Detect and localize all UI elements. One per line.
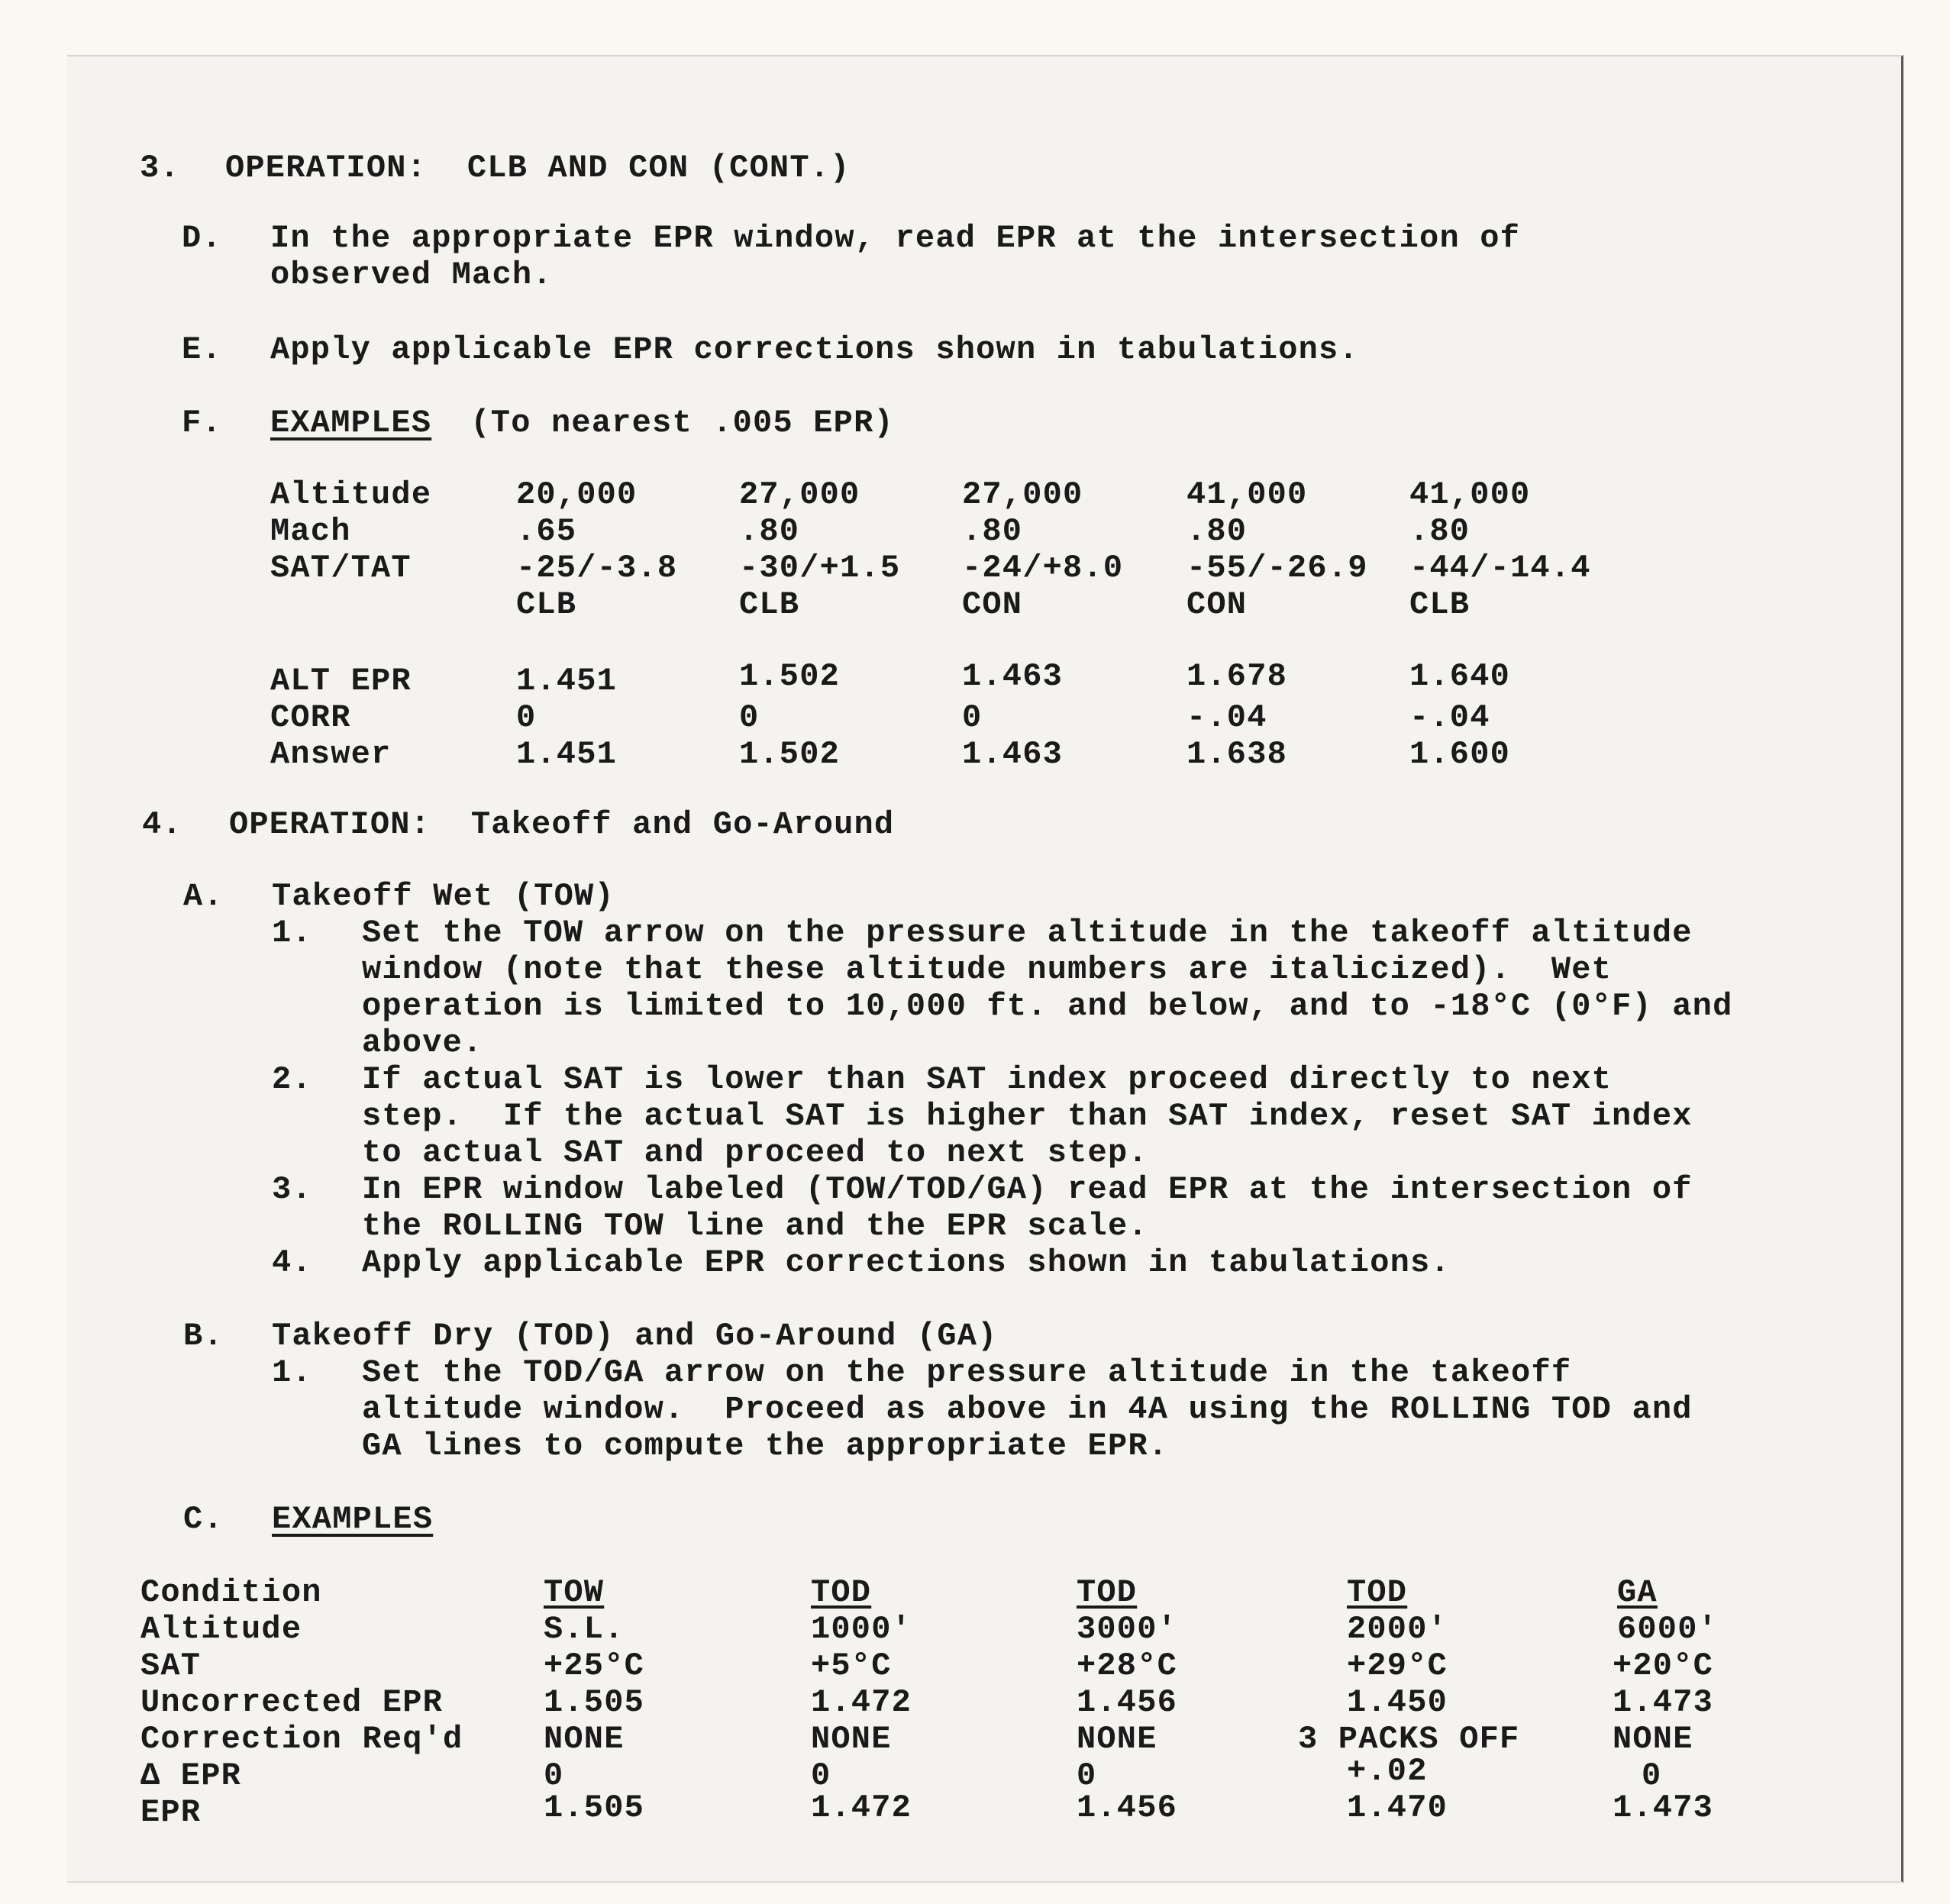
cell-delta-epr: 0	[1077, 1757, 1097, 1794]
cell-sat-tat: -25/-3.8	[516, 550, 678, 586]
cell-delta-epr: 0	[544, 1757, 564, 1794]
step-4a-1-num: 1.	[272, 915, 312, 951]
cell-delta-epr: +.02	[1347, 1753, 1428, 1789]
cell-sat-tat: -55/-26.9	[1186, 550, 1368, 586]
step-4a-2-line: to actual SAT and proceed to next step.	[362, 1134, 1148, 1171]
row-label-correction: Correction Req'd	[140, 1721, 463, 1757]
cell-uncorrected-epr: 1.456	[1077, 1684, 1178, 1721]
step-4a-3-line: In EPR window labeled (TOW/TOD/GA) read EPR at the intersection of	[362, 1171, 1693, 1208]
item-e-letter: E.	[182, 331, 222, 368]
row-label-alt-epr: ALT EPR	[270, 663, 412, 699]
step-4a-2-line: step. If the actual SAT is higher than SAT index, reset SAT index	[362, 1098, 1693, 1134]
step-4a-3-num: 3.	[272, 1171, 312, 1208]
cell-altitude: 41,000	[1409, 476, 1531, 513]
row-label-mach: Mach	[270, 513, 351, 550]
cell-alt-epr: 1.640	[1409, 658, 1511, 695]
step-4b-1-line: GA lines to compute the appropriate EPR.	[362, 1428, 1169, 1464]
cell-epr: 1.505	[544, 1789, 645, 1826]
cell-mode: CLB	[739, 586, 800, 623]
cell-altitude: 41,000	[1186, 476, 1308, 513]
step-4a-3-line: the ROLLING TOW line and the EPR scale.	[362, 1208, 1148, 1244]
cell-condition: GA	[1617, 1574, 1658, 1611]
item-d-line-1: In the appropriate EPR window, read EPR at the intersection of	[270, 220, 1521, 257]
step-4a-2-num: 2.	[272, 1061, 312, 1098]
row-label-uncorrected-epr: Uncorrected EPR	[140, 1684, 444, 1721]
cell-altitude: 2000'	[1347, 1611, 1448, 1647]
cell-altitude: 27,000	[962, 476, 1083, 513]
cell-uncorrected-epr: 1.505	[544, 1684, 645, 1721]
cell-altitude: 1000'	[811, 1611, 912, 1647]
section-4-title: OPERATION: Takeoff and Go-Around	[229, 806, 895, 843]
cell-uncorrected-epr: 1.450	[1347, 1684, 1448, 1721]
item-4c-heading: EXAMPLES	[272, 1501, 434, 1538]
cell-correction: 3 PACKS OFF	[1298, 1721, 1520, 1757]
step-4a-4-num: 4.	[272, 1244, 312, 1281]
step-4a-1-line: Set the TOW arrow on the pressure altitude in the takeoff altitude	[362, 915, 1693, 951]
section-3-title: OPERATION: CLB AND CON (CONT.)	[225, 150, 851, 186]
cell-condition: TOD	[1347, 1574, 1408, 1611]
step-4a-2-line: If actual SAT is lower than SAT index proceed directly to next	[362, 1061, 1613, 1098]
item-4a-heading: Takeoff Wet (TOW)	[272, 878, 615, 915]
cell-corr: -.04	[1409, 699, 1490, 736]
step-4a-1-line: above.	[362, 1025, 483, 1061]
cell-epr: 1.456	[1077, 1789, 1178, 1826]
cell-corr: -.04	[1186, 699, 1267, 736]
cell-correction: NONE	[544, 1721, 625, 1757]
cell-uncorrected-epr: 1.473	[1613, 1684, 1714, 1721]
cell-condition: TOW	[544, 1574, 605, 1611]
cell-sat: +28°C	[1077, 1647, 1178, 1684]
cell-sat-tat: -24/+8.0	[962, 550, 1124, 586]
cell-delta-epr: 0	[1642, 1757, 1662, 1794]
row-label-altitude: Altitude	[140, 1611, 302, 1647]
step-4a-1-line: window (note that these altitude numbers are italicized). Wet	[362, 951, 1613, 988]
row-label-answer: Answer	[270, 736, 392, 773]
step-4b-1-num: 1.	[272, 1354, 312, 1391]
cell-alt-epr: 1.463	[962, 658, 1064, 695]
cell-uncorrected-epr: 1.472	[811, 1684, 912, 1721]
cell-mach: .80	[962, 513, 1023, 550]
cell-mode: CLB	[1409, 586, 1471, 623]
cell-condition: TOD	[811, 1574, 872, 1611]
cell-answer: 1.451	[516, 736, 618, 773]
cell-sat: +29°C	[1347, 1647, 1448, 1684]
cell-epr: 1.473	[1613, 1789, 1714, 1826]
item-4a-letter: A.	[183, 878, 224, 915]
cell-answer: 1.638	[1186, 736, 1288, 773]
step-4b-1-line: altitude window. Proceed as above in 4A using the ROLLING TOD and	[362, 1391, 1693, 1428]
cell-answer: 1.600	[1409, 736, 1511, 773]
row-label-altitude: Altitude	[270, 476, 432, 513]
step-4a-4-line: Apply applicable EPR corrections shown in tabulations.	[362, 1244, 1451, 1281]
cell-mode: CON	[1186, 586, 1248, 623]
cell-alt-epr: 1.678	[1186, 658, 1288, 695]
cell-sat: +5°C	[811, 1647, 892, 1684]
cell-correction: NONE	[1613, 1721, 1693, 1757]
item-e-line-1: Apply applicable EPR corrections shown in tabulations.	[270, 331, 1359, 368]
item-f-suffix: (To nearest .005 EPR)	[450, 405, 894, 441]
cell-correction: NONE	[811, 1721, 892, 1757]
cell-condition: TOD	[1077, 1574, 1138, 1611]
cell-altitude: S.L.	[544, 1611, 625, 1647]
cell-sat-tat: -44/-14.4	[1409, 550, 1591, 586]
item-4b-letter: B.	[183, 1318, 224, 1354]
cell-corr: 0	[962, 699, 983, 736]
cell-sat: +20°C	[1613, 1647, 1714, 1684]
cell-correction: NONE	[1077, 1721, 1157, 1757]
step-4b-1-line: Set the TOD/GA arrow on the pressure altitude in the takeoff	[362, 1354, 1572, 1391]
cell-delta-epr: 0	[811, 1757, 831, 1794]
cell-altitude: 3000'	[1077, 1611, 1178, 1647]
row-label-sat: SAT	[140, 1647, 202, 1684]
cell-epr: 1.470	[1347, 1789, 1448, 1826]
cell-mode: CLB	[516, 586, 577, 623]
row-label-delta-epr: Δ EPR	[140, 1757, 242, 1794]
cell-mode: CON	[962, 586, 1023, 623]
cell-mach: .80	[1409, 513, 1471, 550]
row-label-corr: CORR	[270, 699, 351, 736]
cell-sat: +25°C	[544, 1647, 645, 1684]
section-4-number: 4.	[142, 806, 182, 843]
item-4c-letter: C.	[183, 1501, 224, 1538]
section-3-number: 3.	[140, 150, 180, 186]
cell-sat-tat: -30/+1.5	[739, 550, 901, 586]
step-4a-1-line: operation is limited to 10,000 ft. and below, and to -18°C (0°F) and	[362, 988, 1733, 1025]
item-f-heading: EXAMPLES	[270, 405, 432, 441]
item-4b-heading: Takeoff Dry (TOD) and Go-Around (GA)	[272, 1318, 998, 1354]
cell-alt-epr: 1.502	[739, 658, 841, 695]
cell-corr: 0	[739, 699, 760, 736]
cell-mach: .65	[516, 513, 577, 550]
row-label-epr: EPR	[140, 1794, 202, 1831]
cell-alt-epr: 1.451	[516, 663, 618, 699]
cell-mach: .80	[739, 513, 800, 550]
cell-altitude: 27,000	[739, 476, 860, 513]
cell-altitude: 6000'	[1617, 1611, 1719, 1647]
cell-epr: 1.472	[811, 1789, 912, 1826]
cell-corr: 0	[516, 699, 537, 736]
cell-altitude: 20,000	[516, 476, 638, 513]
cell-answer: 1.502	[739, 736, 841, 773]
item-d-line-2: observed Mach.	[270, 257, 553, 293]
cell-answer: 1.463	[962, 736, 1064, 773]
item-f-letter: F.	[182, 405, 222, 441]
row-label-condition: Condition	[140, 1574, 322, 1611]
row-label-sat-tat: SAT/TAT	[270, 550, 412, 586]
item-d-letter: D.	[182, 220, 222, 257]
cell-mach: .80	[1186, 513, 1248, 550]
